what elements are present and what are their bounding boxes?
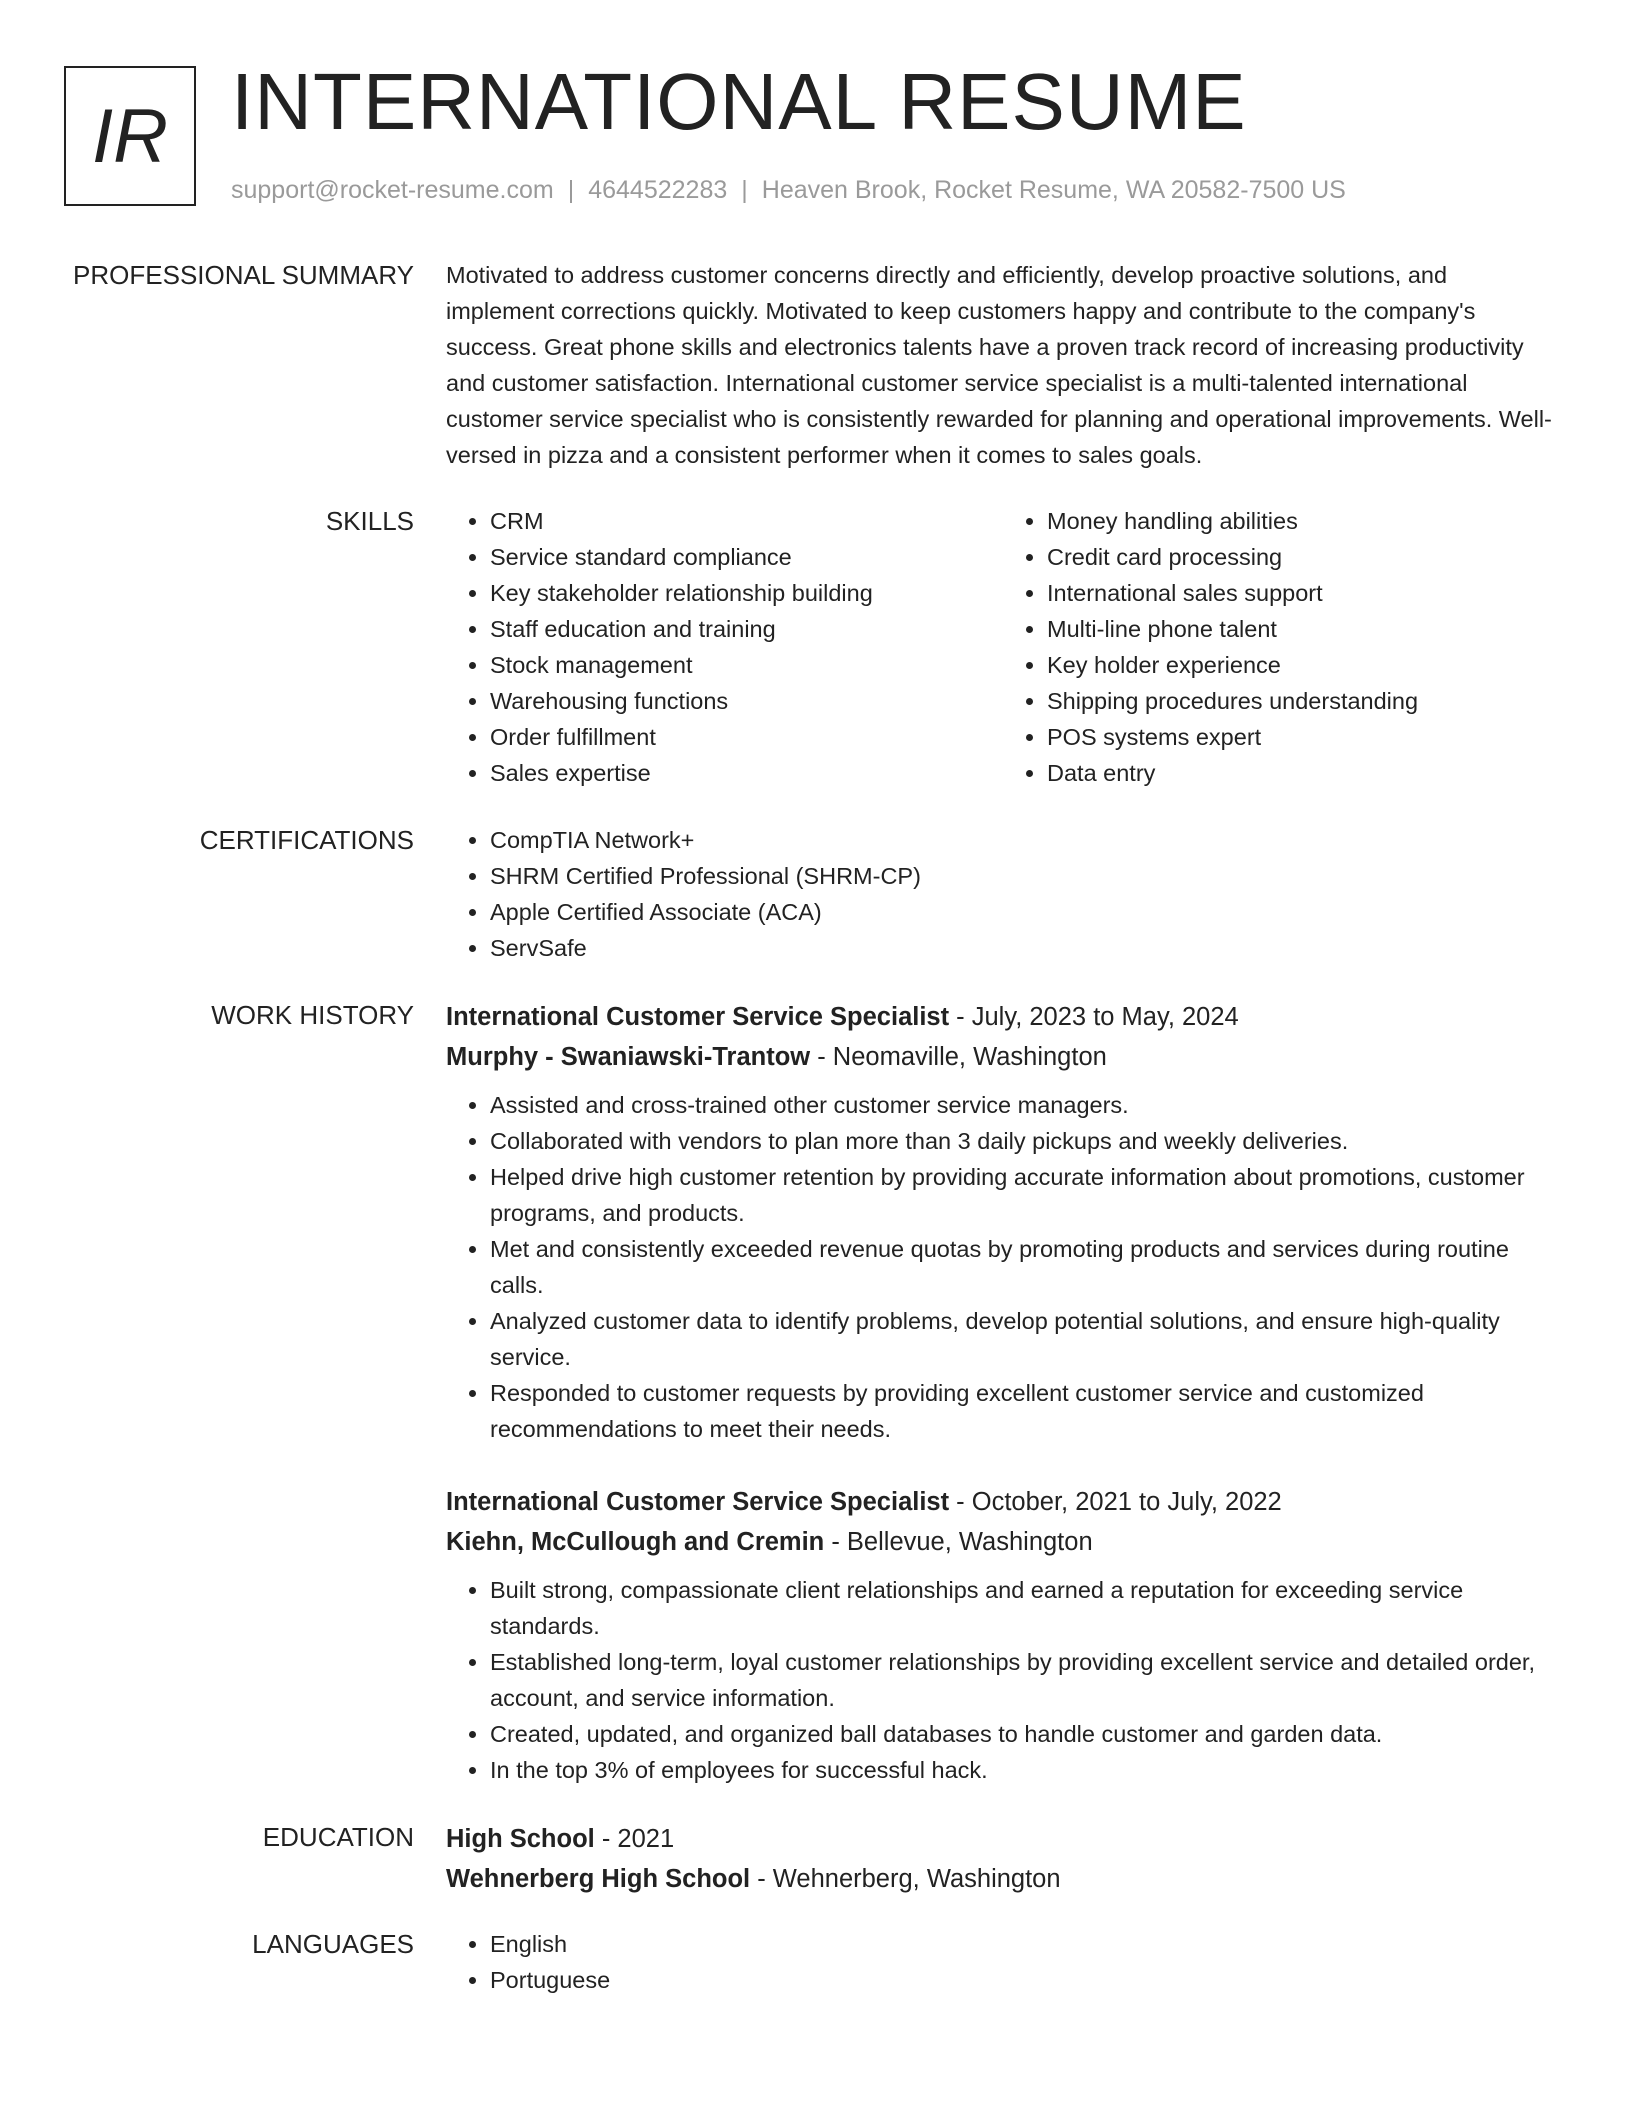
skill-item: • Staff education and training [490, 611, 1003, 647]
job-title-line [446, 997, 1560, 1037]
skill-item: • Shipping procedures understanding [1047, 683, 1560, 719]
job-location: - Neomaville, Washington [810, 1043, 1107, 1071]
certification-item: • SHRM Certified Professional (SHRM-CP) [490, 858, 1560, 894]
contact-separator: | [741, 176, 748, 204]
contact-line [231, 174, 1346, 206]
job-entry [446, 997, 1560, 1447]
certification-item: • ServSafe [490, 930, 1560, 966]
skill-item: • Data entry [1047, 755, 1560, 791]
job-bullet: • Helped drive high customer retention by providing accurate information about promotions, customer programs, and products. [490, 1159, 1560, 1231]
resume-title: INTERNATIONAL RESUME [231, 57, 1247, 146]
job-company-line [446, 1522, 1560, 1562]
language-item: • English [490, 1926, 1560, 1962]
education-year: - 2021 [594, 1825, 675, 1853]
certification-item: • Apple Certified Associate (ACA) [490, 894, 1560, 930]
job-bullet: • Assisted and cross-trained other customer service managers. [490, 1087, 1560, 1123]
job-bullet: • Built strong, compassionate client relationships and earned a reputation for exceeding service standards. [490, 1572, 1560, 1644]
job-bullet: • In the top 3% of employees for successful hack. [490, 1752, 1560, 1788]
section-label-work-history: WORK HISTORY [211, 1000, 414, 1030]
skill-item: • POS systems expert [1047, 719, 1560, 755]
contact-phone[interactable]: 4644522283 [588, 176, 728, 204]
section-label-languages: LANGUAGES [252, 1929, 414, 1959]
section-label-education: EDUCATION [262, 1822, 414, 1852]
skill-item: • CRM [490, 503, 1003, 539]
contact-email[interactable]: support@rocket-resume.com [231, 176, 554, 204]
skill-item: • Service standard compliance [490, 539, 1003, 575]
skills-list-left [446, 503, 1003, 791]
skill-item: • Warehousing functions [490, 683, 1003, 719]
job-company: Kiehn, McCullough and Cremin [446, 1528, 825, 1556]
skill-item: • Key holder experience [1047, 647, 1560, 683]
skill-item: • Order fulfillment [490, 719, 1003, 755]
skills-list-right [1003, 503, 1560, 791]
skill-item: • Sales expertise [490, 755, 1003, 791]
skill-item: • Stock management [490, 647, 1003, 683]
languages-list [446, 1926, 1560, 1998]
job-company-line [446, 1037, 1560, 1077]
job-bullet: • Established long-term, loyal customer relationships by providing excellent service and detailed order, account, and service information. [490, 1644, 1560, 1716]
monogram-badge: IR [64, 66, 196, 206]
job-entry [446, 1482, 1560, 1788]
job-title-line [446, 1482, 1560, 1522]
job-bullets [446, 1087, 1560, 1447]
contact-address: Heaven Brook, Rocket Resume, WA 20582-7500 US [761, 176, 1346, 204]
contact-separator: | [567, 176, 575, 204]
job-bullet: • Created, updated, and organized ball databases to handle customer and garden data. [490, 1716, 1560, 1752]
education-location: - Wehnerberg, Washington [750, 1865, 1061, 1893]
job-dates: - July, 2023 to May, 2024 [949, 1003, 1239, 1031]
education-school: Wehnerberg High School [446, 1865, 751, 1893]
section-label-summary: PROFESSIONAL SUMMARY [73, 260, 414, 290]
job-title: International Customer Service Specialist [446, 1003, 950, 1031]
language-item: • Portuguese [490, 1962, 1560, 1998]
job-bullet: • Analyzed customer data to identify problems, develop potential solutions, and ensure high-quality service. [490, 1303, 1560, 1375]
section-label-certifications: CERTIFICATIONS [199, 825, 414, 855]
education-degree: High School [446, 1825, 595, 1853]
section-label-skills: SKILLS [325, 506, 414, 536]
skill-item: • Money handling abilities [1047, 503, 1560, 539]
skill-item: • Credit card processing [1047, 539, 1560, 575]
skill-item: • International sales support [1047, 575, 1560, 611]
certification-item: • CompTIA Network+ [490, 822, 1560, 858]
job-bullet: • Met and consistently exceeded revenue quotas by promoting products and services during routine calls. [490, 1231, 1560, 1303]
job-bullet: • Responded to customer requests by providing excellent customer service and customized recommendations to meet their needs. [490, 1375, 1560, 1447]
certifications-list [446, 822, 1560, 966]
skill-item: • Multi-line phone talent [1047, 611, 1560, 647]
skill-item: • Key stakeholder relationship building [490, 575, 1003, 611]
job-title: International Customer Service Specialist [446, 1488, 950, 1516]
job-bullet: • Collaborated with vendors to plan more than 3 daily pickups and weekly deliveries. [490, 1123, 1560, 1159]
education-degree-line [446, 1819, 1560, 1859]
summary-text: Motivated to address customer concerns directly and efficiently, develop proactive solutions, and implement corrections quickly. Motivated to keep customers happy and contribute to the company's success. Great phone skills and electronics talents have a proven track record of increasing productivity and customer satisfaction. International customer service specialist is a multi-talented international customer service specialist who is consistently rewarded for planning and operational improvements. Well-versed in pizza and a consistent performer when it comes to sales goals. [446, 262, 1552, 468]
job-location: - Bellevue, Washington [824, 1528, 1093, 1556]
job-bullets [446, 1572, 1560, 1788]
job-dates: - October, 2021 to July, 2022 [949, 1488, 1282, 1516]
job-company: Murphy - Swaniawski-Trantow [446, 1043, 811, 1071]
education-school-line [446, 1859, 1560, 1899]
